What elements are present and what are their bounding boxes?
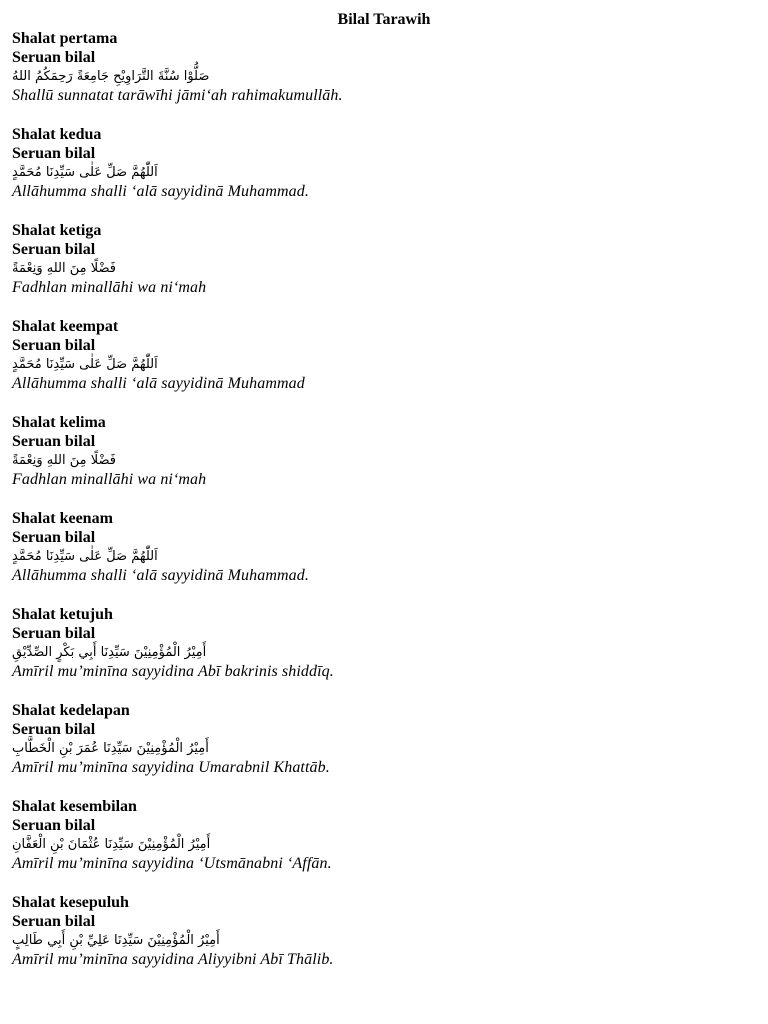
arabic-text bbox=[12, 547, 752, 566]
transliteration-text: Amīril mu’minīna sayyidina Umarabnil Khattāb. bbox=[12, 759, 330, 776]
arabic-text bbox=[12, 163, 752, 182]
arabic-text-content: فَضْلًا مِنَ اللهِ وَنِعْمَةً bbox=[12, 453, 116, 468]
section-subheading: Seruan bilal bbox=[12, 433, 96, 450]
section-subheading: Seruan bilal bbox=[12, 913, 96, 930]
transliteration-text: Fadhlan minallāhi wa ni‘mah bbox=[12, 279, 207, 296]
section-heading: Shalat kesepuluh bbox=[12, 894, 129, 911]
transliteration-text: Allāhumma shalli ‘alā sayyidinā Muhammad bbox=[12, 375, 305, 392]
section-heading: Shalat kesembilan bbox=[12, 798, 137, 815]
arabic-text bbox=[12, 835, 752, 854]
section-heading: Shalat keenam bbox=[12, 510, 113, 527]
section-subheading: Seruan bilal bbox=[12, 241, 96, 258]
transliteration-text: Amīril mu’minīna sayyidina Abī bakrinis shiddīq. bbox=[12, 663, 334, 680]
transliteration-text: Allāhumma shalli ‘alā sayyidinā Muhammad. bbox=[12, 567, 309, 584]
section-heading: Shalat kedua bbox=[12, 126, 102, 143]
section-shalat-2 bbox=[12, 125, 752, 221]
section-subheading: Seruan bilal bbox=[12, 529, 96, 546]
arabic-text-content: أَمِيْرُ الْمُؤْمِنِيْنَ سَيِّدِنَا أَبِي بَكْرٍ الصِّدِّيْقِ bbox=[12, 645, 207, 660]
transliteration-text: Shallū sunnatat tarāwīhi jāmi‘ah rahimakumullāh. bbox=[12, 87, 343, 104]
arabic-text-content: فَضْلًا مِنَ اللهِ وَنِعْمَةً bbox=[12, 261, 116, 276]
section-shalat-8 bbox=[12, 701, 752, 797]
transliteration-text: Amīril mu’minīna sayyidina ‘Utsmānabni ‘Affān. bbox=[12, 855, 332, 872]
section-shalat-1 bbox=[12, 29, 752, 125]
arabic-text-content: اَللّٰهُمَّ صَلِّ عَلٰى سَيِّدِنَا مُحَمَّدٍ bbox=[12, 357, 158, 372]
arabic-text-content: صَلُّوْا سُنَّةَ التَّرَاوِيْحِ جَامِعَةً رَحِمَكُمُ اللهُ bbox=[12, 69, 210, 84]
transliteration-text: Allāhumma shalli ‘alā sayyidinā Muhammad. bbox=[12, 183, 309, 200]
section-subheading: Seruan bilal bbox=[12, 625, 96, 642]
section-subheading: Seruan bilal bbox=[12, 49, 96, 66]
arabic-text bbox=[12, 259, 752, 278]
arabic-text-content: أَمِيْرُ الْمُؤْمِنِيْنَ سَيِّدِنَا عَلِيِّ بْنِ أَبِي طَالِبٍ bbox=[12, 933, 220, 948]
transliteration-text: Fadhlan minallāhi wa ni‘mah bbox=[12, 471, 207, 488]
section-subheading: Seruan bilal bbox=[12, 721, 96, 738]
arabic-text bbox=[12, 67, 752, 86]
section-shalat-7 bbox=[12, 605, 752, 701]
arabic-text-content: اَللّٰهُمَّ صَلِّ عَلٰى سَيِّدِنَا مُحَمَّدٍ bbox=[12, 549, 158, 564]
arabic-text bbox=[12, 643, 752, 662]
arabic-text bbox=[12, 931, 752, 950]
section-list bbox=[12, 29, 752, 989]
section-heading: Shalat pertama bbox=[12, 30, 118, 47]
section-heading: Shalat kedelapan bbox=[12, 702, 130, 719]
section-heading: Shalat ketujuh bbox=[12, 606, 113, 623]
arabic-text bbox=[12, 355, 752, 374]
section-subheading: Seruan bilal bbox=[12, 145, 96, 162]
section-shalat-6 bbox=[12, 509, 752, 605]
section-heading: Shalat ketiga bbox=[12, 222, 102, 239]
section-shalat-3 bbox=[12, 221, 752, 317]
arabic-text-content: أَمِيْرُ الْمُؤْمِنِيْنَ سَيِّدِنَا عُثْمَانَ بْنِ الْعَفَّانِ bbox=[12, 837, 211, 852]
arabic-text bbox=[12, 739, 752, 758]
document-title: Bilal Tarawih bbox=[337, 11, 431, 28]
section-shalat-5 bbox=[12, 413, 752, 509]
section-shalat-10 bbox=[12, 893, 752, 989]
section-shalat-4 bbox=[12, 317, 752, 413]
arabic-text-content: أَمِيْرُ الْمُؤْمِنِيْنَ سَيِّدِنَا عُمَرَ بْنِ الْخَطَّابِ bbox=[12, 741, 209, 756]
arabic-text bbox=[12, 451, 752, 470]
section-subheading: Seruan bilal bbox=[12, 337, 96, 354]
section-subheading: Seruan bilal bbox=[12, 817, 96, 834]
section-heading: Shalat kelima bbox=[12, 414, 106, 431]
transliteration-text: Amīril mu’minīna sayyidina Aliyyibni Abī Thālib. bbox=[12, 951, 334, 968]
section-heading: Shalat keempat bbox=[12, 318, 119, 335]
section-shalat-9 bbox=[12, 797, 752, 893]
arabic-text-content: اَللّٰهُمَّ صَلِّ عَلٰى سَيِّدِنَا مُحَمَّدٍ bbox=[12, 165, 158, 180]
